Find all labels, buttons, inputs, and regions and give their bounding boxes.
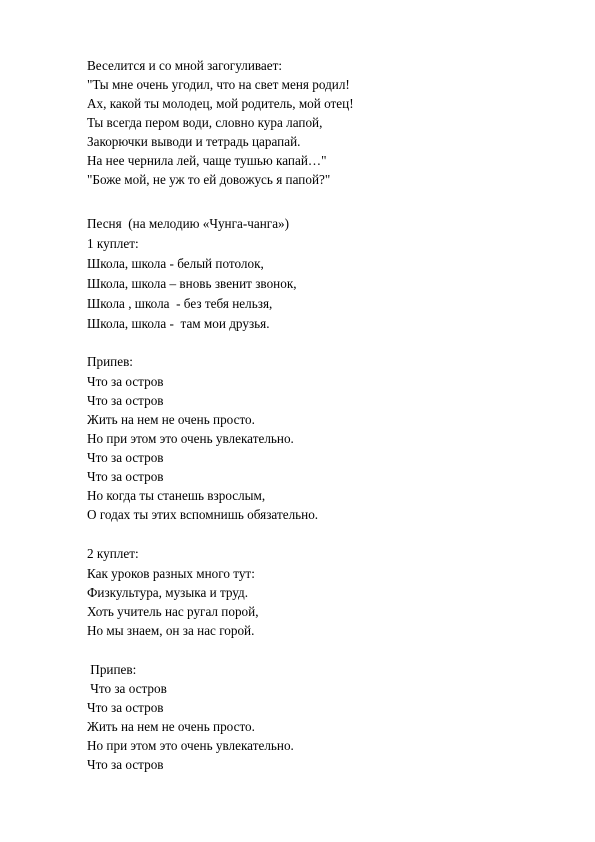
chorus-line: О годах ты этих вспомнишь обязательно. <box>87 507 319 522</box>
chorus-line: Что за остров <box>87 374 164 389</box>
chorus-line: Что за остров <box>87 757 164 772</box>
chorus-line: Но при этом это очень увлекательно. <box>87 431 294 446</box>
verse-line: Школа, школа – вновь звенит звонок, <box>87 276 297 291</box>
chorus-line: Что за остров <box>87 393 164 408</box>
poem-line: Ты всегда пером води, словно кура лапой, <box>87 115 323 130</box>
verse-line: Физкультура, музыка и труд. <box>87 585 249 600</box>
verse-line: Но мы знаем, он за нас горой. <box>87 623 255 638</box>
chorus-label: Припев: <box>87 354 133 369</box>
verse-line: Как уроков разных много тут: <box>87 566 255 581</box>
poem-line: "Боже мой, не уж то ей довожусь я папой?" <box>87 172 331 187</box>
verse-label: 1 куплет: <box>87 236 139 251</box>
chorus-line: Но при этом это очень увлекательно. <box>87 738 294 753</box>
poem-line: Закорючки выводи и тетрадь царапай. <box>87 134 301 149</box>
verse-line: Школа , школа - без тебя нельзя, <box>87 296 273 311</box>
poem-line: "Ты мне очень угодил, что на свет меня родил! <box>87 77 350 92</box>
chorus-line: Что за остров <box>87 450 164 465</box>
chorus-line: Что за остров <box>87 700 164 715</box>
chorus-line: Что за остров <box>87 469 164 484</box>
poem-line: Ах, какой ты молодец, мой родитель, мой отец! <box>87 96 354 111</box>
verse-line: Школа, школа - там мои друзья. <box>87 316 270 331</box>
chorus-line: Но когда ты станешь взрослым, <box>87 488 266 503</box>
chorus-line: Жить на нем не очень просто. <box>87 719 255 734</box>
verse-line: Хоть учитель нас ругал порой, <box>87 604 259 619</box>
verse-line: Школа, школа - белый потолок, <box>87 256 264 271</box>
song-title: Песня (на мелодию «Чунга-чанга») <box>87 216 290 231</box>
chorus-line: Жить на нем не очень просто. <box>87 412 255 427</box>
chorus-label: Припев: <box>87 662 137 677</box>
poem-line: Веселится и со мной загогуливает: <box>87 58 283 73</box>
poem-line: На нее чернила лей, чаще тушью капай…" <box>87 153 327 168</box>
verse-label: 2 куплет: <box>87 546 139 561</box>
chorus-line: Что за остров <box>87 681 167 696</box>
